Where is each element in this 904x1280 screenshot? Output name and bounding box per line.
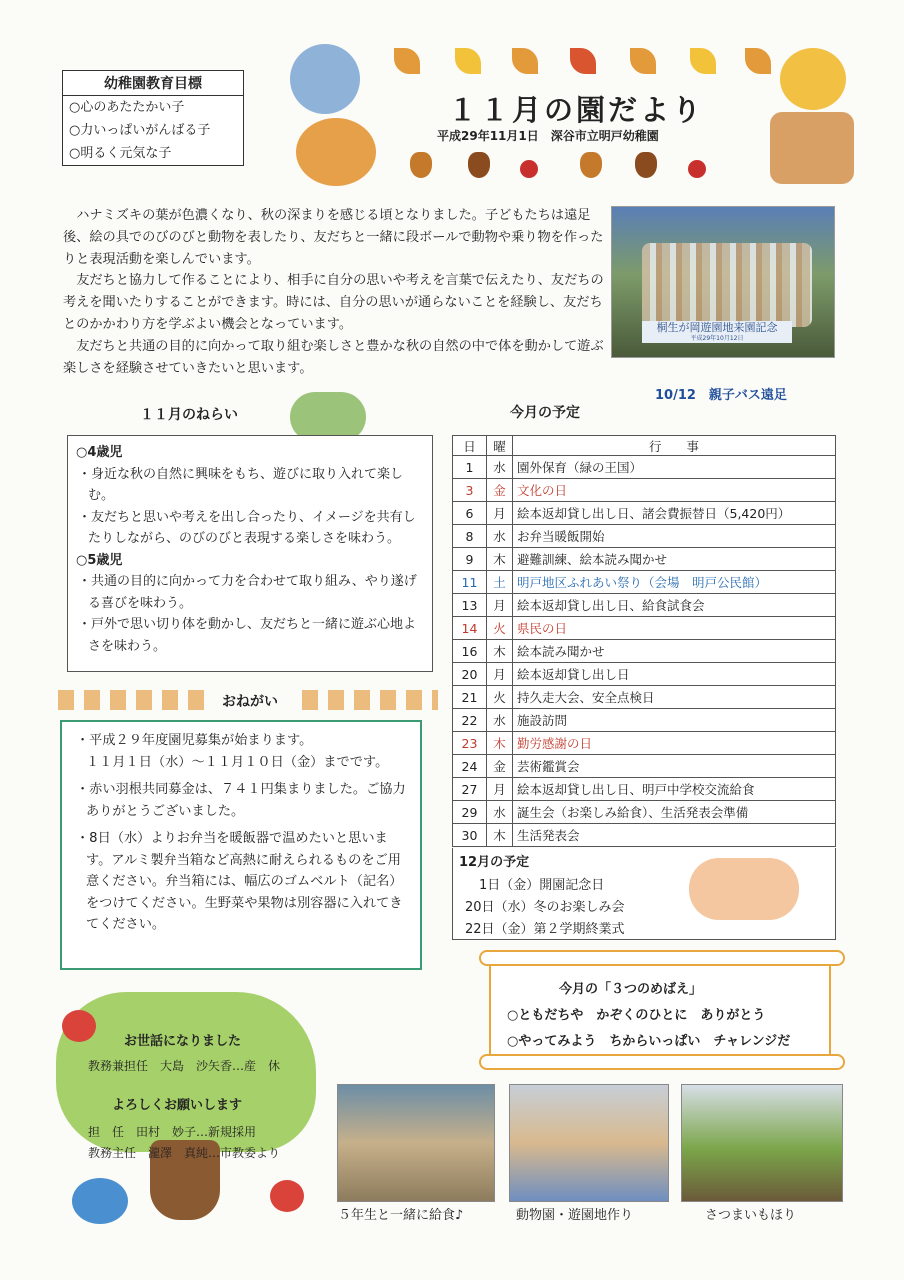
schedule-row <box>453 801 836 824</box>
group-of-children <box>642 243 812 327</box>
schedule-day: 3 <box>453 479 487 502</box>
header-event: 行 事 <box>513 436 836 456</box>
newsletter-subtitle: 平成29年11月1日 深谷市立明戸幼稚園 <box>437 129 659 143</box>
schedule-weekday: 水 <box>487 709 513 732</box>
schedule-day: 20 <box>453 663 487 686</box>
schedule-day: 1 <box>453 456 487 479</box>
schedule-row <box>453 640 836 663</box>
header-day: 日 <box>453 436 487 456</box>
schedule-row <box>453 594 836 617</box>
photo-caption: 動物園・遊園地作り <box>516 1208 634 1223</box>
schedule-event: 園外保育（緑の王国） <box>513 456 836 479</box>
schedule-day: 6 <box>453 502 487 525</box>
schedule-weekday: 木 <box>487 732 513 755</box>
schedule-row <box>453 548 836 571</box>
acorn-icon <box>410 152 432 178</box>
intro-text <box>63 205 608 379</box>
intro-paragraph: 友だちと共通の目的に向かって取り組む楽しさと豊かな秋の自然の中で体を動かして遊ぶ楽しさを経験させていきたいと思います。 <box>63 338 604 376</box>
december-title: 12月の予定 <box>459 855 530 870</box>
cake-stump-illustration <box>770 112 854 184</box>
onegai-item: ・赤い羽根共同募金は、７４１円集まりました。ご協力ありがとうございました。 <box>76 782 406 819</box>
schedule-day: 16 <box>453 640 487 663</box>
schedule-weekday: 月 <box>487 502 513 525</box>
ginkgo-leaf-icon <box>690 48 716 74</box>
mouse-illustration <box>290 44 360 114</box>
schedule-weekday: 月 <box>487 778 513 801</box>
schedule-event: 明戸地区ふれあい祭り（会場 明戸公民館） <box>513 571 836 594</box>
schedule-header-row <box>453 436 836 456</box>
apple-icon <box>270 1180 304 1212</box>
schedule-event: 勤労感謝の日 <box>513 732 836 755</box>
age4-heading: ○4歳児 <box>76 445 123 460</box>
schedule-event: 絵本返却貸し出し日、諸会費振替日（5,420円） <box>513 502 836 525</box>
aim-item: ・共通の目的に向かって力を合わせて取り組み、やり遂げる喜びを味わう。 <box>78 574 417 611</box>
schedule-event: 絵本返却貸し出し日、明戸中学校交流給食 <box>513 778 836 801</box>
schedule-row <box>453 456 836 479</box>
newsletter-title: １１月の園だより <box>448 93 705 127</box>
onegai-title: おねがい <box>222 694 278 710</box>
intro-paragraph: 友だちと協力して作ることにより、相手に自分の思いや考えを言葉で伝えたり、友だちの考えを聞いたりすることができます。時には、自分の思いが通らないことを経験し、友だちとのかかわり方を学ぶよい機会となっています。 <box>63 273 604 332</box>
aims-title: １１月のねらい <box>140 407 238 423</box>
schedule-event: 持久走大会、安全点検日 <box>513 686 836 709</box>
schedule-weekday: 水 <box>487 525 513 548</box>
thanks-line: 教務兼担任 大島 沙矢香…産 休 <box>88 1059 281 1073</box>
schedule-weekday: 火 <box>487 686 513 709</box>
schedule-day: 21 <box>453 686 487 709</box>
schedule-title: 今月の予定 <box>510 405 580 421</box>
aim-item: ・戸外で思い切り体を動かし、友だちと一緒に遊ぶ心地よさを味わう。 <box>78 617 417 654</box>
schedule-row <box>453 755 836 778</box>
schedule-weekday: 水 <box>487 801 513 824</box>
schedule-row <box>453 571 836 594</box>
intro-paragraph: ハナミズキの葉が色濃くなり、秋の深まりを感じる頃となりました。子どもたちは遠足後、絵の具でのびのびと動物を表したり、友だちと一緒に段ボールで動物や乗り物を作ったりと表現活動を楽しんでいます。 <box>63 208 604 267</box>
schedule-weekday: 金 <box>487 755 513 778</box>
banner-date: 平成29年10月12日 <box>690 335 744 342</box>
december-item: 1日（金）開園記念日 <box>479 878 605 893</box>
schedule-weekday: 月 <box>487 663 513 686</box>
schedule-row <box>453 778 836 801</box>
schedule-row <box>453 525 836 548</box>
berries-icon <box>520 160 538 178</box>
berries-icon <box>688 160 706 178</box>
welcome-title: よろしくお願いします <box>112 1098 243 1113</box>
schedule-day: 14 <box>453 617 487 640</box>
photo-caption: ５年生と一緒に給食♪ <box>338 1208 464 1223</box>
schedule-event: 絵本返却貸し出し日 <box>513 663 836 686</box>
schedule-event: 県民の日 <box>513 617 836 640</box>
schedule-weekday: 水 <box>487 456 513 479</box>
singing-children-illustration <box>689 858 799 920</box>
thanks-title: お世話になりました <box>124 1034 242 1049</box>
onegai-item: ・8日（水）よりお弁当を暖飯器で温めたいと思います。アルミ製弁当箱など高熱に耐えられるものをご用意ください。弁当箱には、幅広のゴムベルト（記名）をつけてください。生野菜や果物は別容器に入れてきてください。 <box>76 831 403 932</box>
schedule-weekday: 木 <box>487 824 513 847</box>
maple-leaf-icon <box>570 48 596 74</box>
leaf-icon <box>512 48 538 74</box>
ginkgo-leaf-icon <box>455 48 481 74</box>
schedule-day: 27 <box>453 778 487 801</box>
schedule-day: 30 <box>453 824 487 847</box>
onegai-deco-row <box>58 690 208 710</box>
age5-heading: ○5歳児 <box>76 552 123 568</box>
schedule-event: 避難訓練、絵本読み聞かせ <box>513 548 836 571</box>
goal-item: ○心のあたたかい子 <box>69 100 185 115</box>
schedule-event: 芸術鑑賞会 <box>513 755 836 778</box>
welcome-line: 教務主任 瀧澤 真純…市教委より <box>88 1146 281 1160</box>
schedule-event: 文化の日 <box>513 479 836 502</box>
education-goals-box <box>62 70 244 166</box>
bird-icon <box>72 1178 128 1224</box>
lunch-with-5th-graders-photo <box>337 1084 495 1202</box>
schedule-weekday: 木 <box>487 548 513 571</box>
schedule-day: 23 <box>453 732 487 755</box>
schedule-row <box>453 663 836 686</box>
mebae-line: ○やってみよう ちからいっぱい チャレンジだ <box>507 1034 791 1049</box>
schedule-event: 誕生会（お楽しみ給食）、生活発表会準備 <box>513 801 836 824</box>
schedule-row <box>453 686 836 709</box>
schedule-row <box>453 824 836 847</box>
mebae-line: ○ともだちや かぞくのひとに ありがとう <box>507 1008 766 1023</box>
onegai-item-dates: １１月１日（水）～１１月１０日（金）までです。 <box>86 754 389 770</box>
schedule-event: 生活発表会 <box>513 824 836 847</box>
aims-box <box>67 435 433 672</box>
leaf-icon <box>394 48 420 74</box>
acorn-icon <box>580 152 602 178</box>
schedule-day: 9 <box>453 548 487 571</box>
december-item: 22日（金）第２学期終業式 <box>465 922 625 937</box>
leaf-icon <box>630 48 656 74</box>
onegai-item: ・平成２９年度園児募集が始まります。 <box>76 733 313 748</box>
schedule-day: 29 <box>453 801 487 824</box>
goal-item: ○明るく元気な子 <box>69 146 172 161</box>
main-photo-caption: 10/12 親子バス遠足 <box>655 388 787 403</box>
chestnut-icon <box>468 152 490 178</box>
header-weekday: 曜 <box>487 436 513 456</box>
schedule-weekday: 火 <box>487 617 513 640</box>
mebae-title: 今月の「３つのめばえ」 <box>559 982 703 997</box>
december-item: 20日（水）冬のお楽しみ会 <box>465 900 625 915</box>
schedule-row <box>453 479 836 502</box>
schedule-event: 絵本読み聞かせ <box>513 640 836 663</box>
schedule-row <box>453 732 836 755</box>
schedule-event: 絵本返却貸し出し日、給食試食会 <box>513 594 836 617</box>
schedule-table <box>452 435 836 847</box>
chestnut-icon <box>635 152 657 178</box>
banner-text: 桐生が岡遊園地来園記念 <box>656 321 778 334</box>
schedule-day: 24 <box>453 755 487 778</box>
zoo-amusement-park-photo <box>509 1084 669 1202</box>
photo-banner <box>642 321 792 343</box>
welcome-line: 担 任 田村 妙子…新規採用 <box>88 1125 257 1139</box>
goal-item: ○力いっぱいがんばる子 <box>69 123 211 138</box>
schedule-row <box>453 709 836 732</box>
december-schedule <box>452 848 836 940</box>
schedule-weekday: 土 <box>487 571 513 594</box>
staff-notice <box>88 1030 280 1161</box>
bus-trip-group-photo <box>611 206 835 358</box>
schedule-event: 施設訪問 <box>513 709 836 732</box>
goals-heading: 幼稚園教育目標 <box>63 71 243 96</box>
schedule-row <box>453 617 836 640</box>
schedule-row <box>453 502 836 525</box>
aim-item: ・身近な秋の自然に興味をもち、遊びに取り入れて楽しむ。 <box>78 466 404 503</box>
schedule-weekday: 木 <box>487 640 513 663</box>
onegai-box <box>60 720 422 970</box>
cat-illustration <box>780 48 846 110</box>
photo-caption: さつまいもほり <box>705 1208 797 1223</box>
schedule-day: 11 <box>453 571 487 594</box>
aim-item: ・友だちと思いや考えを出し合ったり、イメージを共有したりしながら、のびのびと表現する楽しさを味わう。 <box>78 509 416 546</box>
schedule-weekday: 金 <box>487 479 513 502</box>
squirrel-illustration <box>296 118 376 186</box>
schedule-day: 13 <box>453 594 487 617</box>
schedule-weekday: 月 <box>487 594 513 617</box>
schedule-day: 8 <box>453 525 487 548</box>
schedule-day: 22 <box>453 709 487 732</box>
mebae-scroll <box>489 956 831 1064</box>
onegai-deco-row <box>302 690 438 710</box>
schedule-event: お弁当暖飯開始 <box>513 525 836 548</box>
leaf-icon <box>745 48 771 74</box>
sweet-potato-digging-photo <box>681 1084 843 1202</box>
